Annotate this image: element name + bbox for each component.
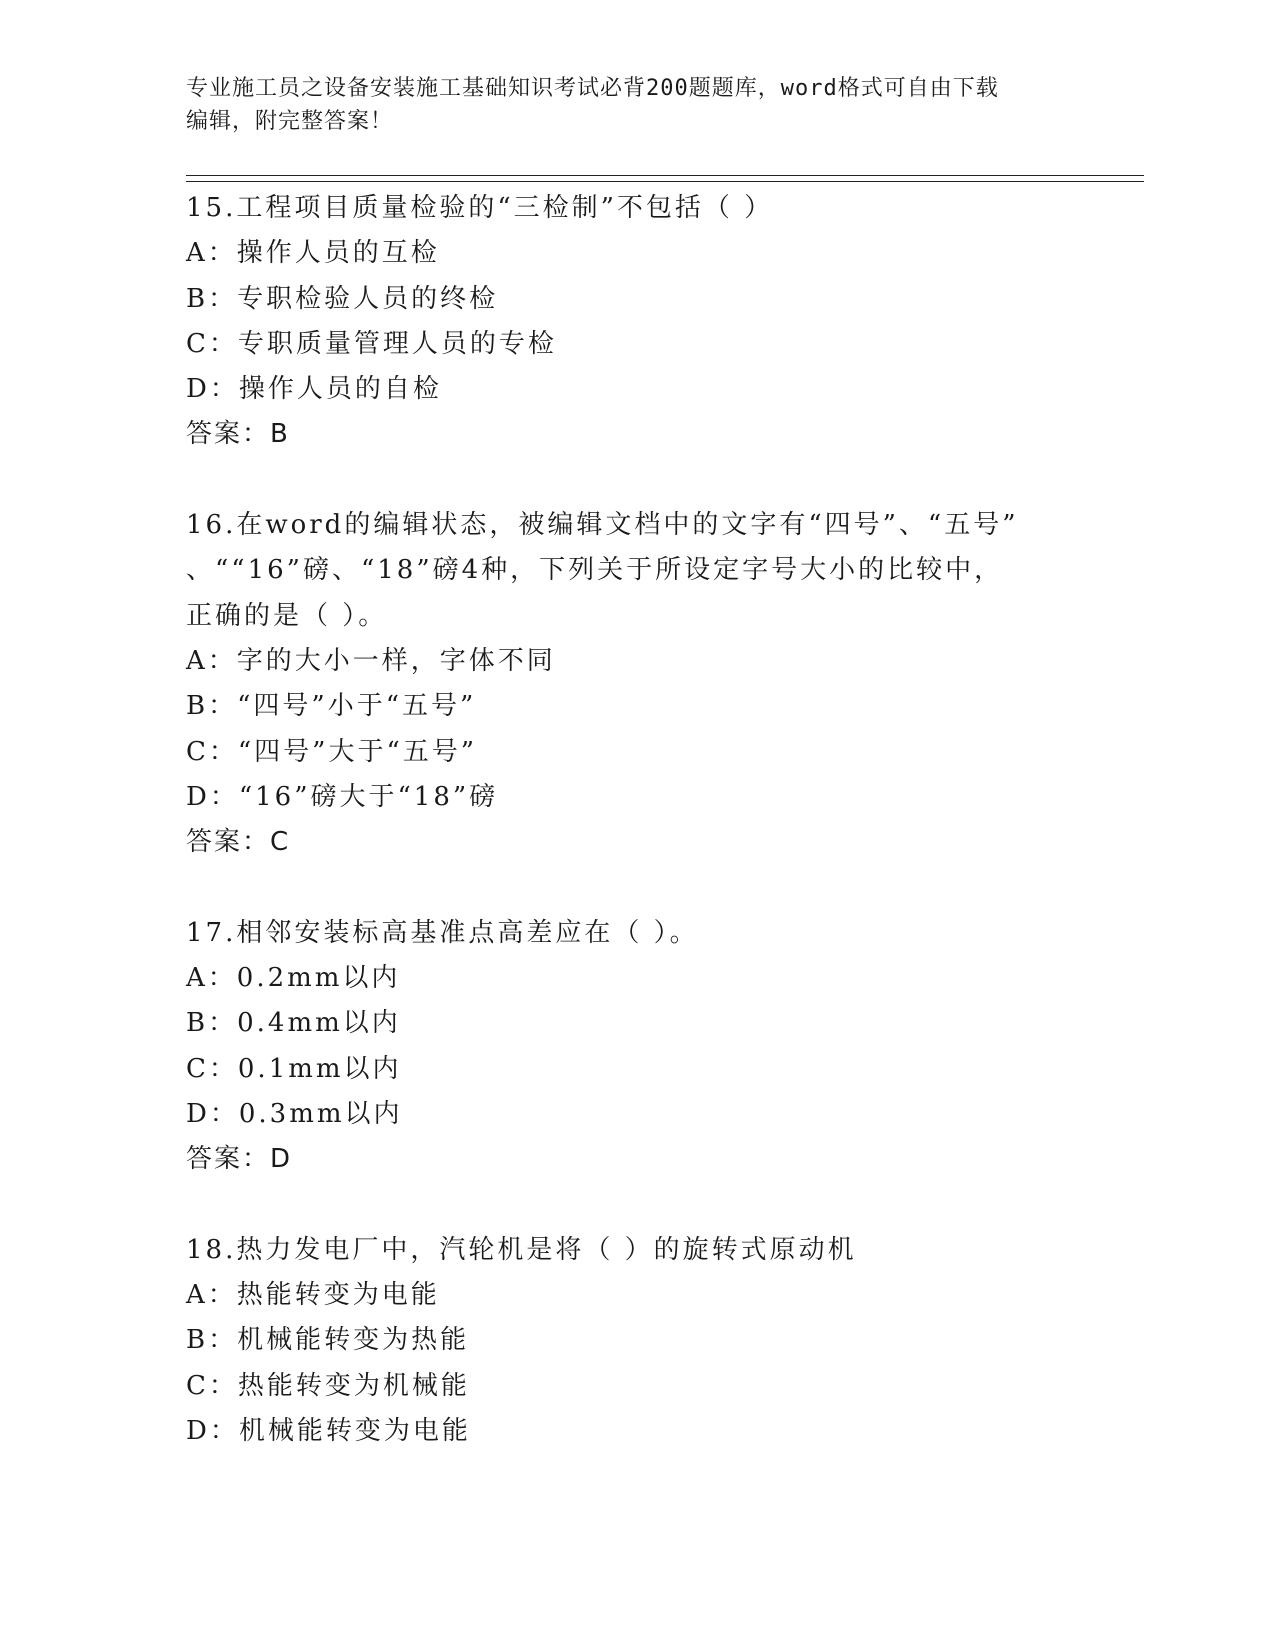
question-spacer	[186, 1183, 1086, 1228]
question-15	[186, 186, 1086, 458]
option-a: A：0.2mm以内	[186, 963, 401, 994]
question-18	[186, 1228, 1086, 1454]
option-b: B：机械能转变为热能	[186, 1325, 470, 1356]
option-d: D：机械能转变为电能	[186, 1416, 471, 1447]
question-spacer	[186, 865, 1086, 910]
header-title-line-2: 编辑，附完整答案！	[186, 109, 394, 134]
option-b: B：0.4mm以内	[186, 1008, 401, 1039]
question-list	[186, 186, 1086, 1454]
option-d: D：操作人员的自检	[186, 374, 442, 405]
option-d: D：0.3mm以内	[186, 1098, 403, 1129]
option-c: C：0.1mm以内	[186, 1053, 402, 1084]
question-stem: 17.相邻安装标高基准点高差应在（ ）。	[186, 917, 699, 948]
option-c: C：热能转变为机械能	[186, 1370, 470, 1401]
answer-line: 答案：D	[186, 1144, 293, 1175]
question-17	[186, 911, 1086, 1183]
option-d: D：“16”磅大于“18”磅	[186, 781, 499, 812]
document-header	[186, 72, 1066, 138]
question-stem: 18.热力发电厂中，汽轮机是将（ ）的旋转式原动机	[186, 1234, 857, 1265]
option-a: A：字的大小一样，字体不同	[186, 645, 556, 676]
question-stem-continued: 正确的是（ ）。	[186, 600, 388, 631]
question-stem: 15.工程项目质量检验的“三检制”不包括（ ）	[186, 193, 774, 223]
answer-line: 答案：B	[186, 419, 290, 450]
header-divider-top	[186, 175, 1144, 176]
option-a: A：操作人员的互检	[186, 238, 440, 269]
option-b: B：“四号”小于“五号”	[186, 691, 477, 722]
option-c: C：专职质量管理人员的专检	[186, 328, 557, 359]
question-stem: 16.在word的编辑状态，被编辑文档中的文字有“四号”、“五号”	[186, 510, 1019, 541]
answer-line: 答案：C	[186, 827, 291, 858]
question-spacer	[186, 458, 1086, 503]
header-title-line-1: 专业施工员之设备安装施工基础知识考试必背200题题库，word格式可自由下载	[186, 76, 999, 101]
question-16	[186, 503, 1086, 865]
option-a: A：热能转变为电能	[186, 1280, 440, 1311]
option-c: C：“四号”大于“五号”	[186, 736, 478, 767]
header-divider-bottom	[186, 181, 1144, 182]
question-stem-continued: 、““16”磅、“18”磅4种，下列关于所设定字号大小的比较中，	[186, 555, 1004, 586]
option-b: B：专职检验人员的终检	[186, 283, 499, 314]
